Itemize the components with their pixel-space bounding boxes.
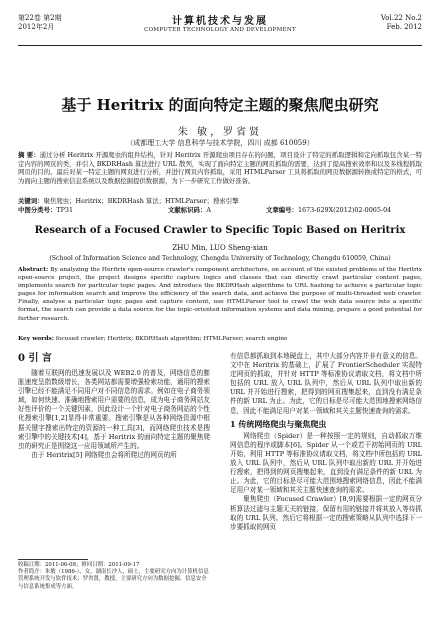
keywords-cn-label: 关键词： xyxy=(18,197,44,205)
classification-row xyxy=(18,206,422,215)
intro-paragraph-1: 随着互联网的迅速发展以及 WEB2.0 的普及，网络信息的膨胀速度呈指数级增长，各类网站都需要增强检索功能，通用的搜索引擎已经不能满足不同用户对不同信息的需求。例如在电子商务领域，如何快速、准确地搜索用户需要的信息，成为电子商务网站友好性评价的一个关键因素，因此设计一个针对电子商务网站的个性化搜索引擎[1,2]显得非常重要。搜索引擎是从各种网络资源中根据关键字搜索出特定的资源的一种工具[3]，而网络爬虫技术是搜索引擎中的关键技术[4]，基于 Heritrix 的面向特定主题的聚焦爬虫的研究正是围绕这一应用领域所产生的。 xyxy=(18,369,210,450)
header-volume: 第22卷 第2期 xyxy=(18,14,62,22)
journal-name xyxy=(18,12,422,33)
clc-value: TP31 xyxy=(56,205,74,214)
metadata-cn xyxy=(18,197,422,214)
clc-label: 中图分类号： xyxy=(18,205,57,214)
doc-code-value: A xyxy=(206,205,211,214)
abstract-cn-label: 摘 要： xyxy=(18,151,40,159)
keywords-en-label: Key words: xyxy=(18,335,54,342)
abstract-cn-text: 通过分析 Heritrix 开源爬虫的组件结构，针对 Heritrix 开源爬虫项目存在的问题，项目设计了特定的抓取逻辑和定向抓取包含某一特定内容的网页的类，并引入 BKDRHash 算法进行 URL 散列，实现了面向特定主题的网页抓取的需要，达到了提高搜索效率和以及多线程抓取网页的目的。最后对某一特定主题的网页进行分析，并进行网页内容抓取，采用 HTMLParser 工具将抓取的网页数据源转换成特定的格式，可为面向主题的搜索信息系统以及数据挖掘提供数据源，为下一步研究工作做好准备。 xyxy=(18,151,423,185)
authors-en: ZHU Min, LUO Sheng-xian xyxy=(172,244,268,252)
keywords-cn-line xyxy=(18,197,239,206)
keywords-cn-text: 聚焦爬虫；Heritrix；BKDRHash 算法；HTMLParser；搜索引擎 xyxy=(43,197,239,205)
header-date-en: Feb. 2012 xyxy=(386,23,422,31)
keywords-en-text: focused crawler; Heritrix; BKDRHash algorithm; HTMLParser; search engine xyxy=(55,336,288,342)
right-paragraph-2: 网络爬虫（Spider）是一种按照一定的规则，自动抓取万维网信息的程序或脚本[6]。Spider 从一个或若干初始网页的 URL 开始，利用 HTTP 等标准协议请取文档，将文档中所包括的 URL 放入 URL 队列中，然后从 URL 队列中取出新的 URL 并开始进行搜索，把得到的网页搜集起来，直到没有满足条件的新 URL 为止。为此，它的目标是尽可能大范围地搜索网络信息，因此不能满足用户对某一领域和其关主题快速查询的需求。 xyxy=(230,431,422,495)
doc-code-label: 文献标识码： xyxy=(168,205,207,214)
running-header xyxy=(18,14,422,44)
header-date: 2012年2月 xyxy=(18,23,55,31)
footnote-author-bio: 作者简介：朱敏（1986-），女，湖南长沙人，硕士，主要研究方向为计算机信息管理系统开发与软件技术；罗省贤，教授，主要研究方向为数据挖掘、信息安全与信息系统集成等方面。 xyxy=(18,569,209,590)
right-paragraph-1: 有信息都抓取到本地硬盘上，其中大部分内容并非有意义的信息。文中在 Heritrix 的基础上，扩展了 FrontierScheduler 实现特定网页的抓取，并针对 HTTP 等标准协议请取文档，将文档中所包括的 URL 放入 URL 队列中，然后从 URL 队列中取出新的 URL 并开始进行搜索，把得到的网页搜集起来，直到没有满足条件的新 URL 为止。为此，它的目标是尽可能大范围地搜索网络信息，因此不能满足用户对某一领域和其关主题快速查询的需求。 xyxy=(230,352,422,415)
footnote xyxy=(18,559,210,591)
journal-name-cn: 计算机技术与发展 xyxy=(172,16,268,27)
header-rule xyxy=(18,45,422,46)
intro-paragraph-2: 由于 Heritrix[5] 网络爬虫会将所爬过的网页的所 xyxy=(31,450,177,459)
abstract-cn xyxy=(18,151,422,185)
keywords-cn xyxy=(18,197,422,206)
article-no-label: 文章编号： xyxy=(266,205,298,214)
footnote-rule xyxy=(18,559,88,560)
clc-field xyxy=(18,206,73,215)
paper-title-en: Research of a Focused Crawler to Specific Topic Based on Heritrix xyxy=(34,225,406,236)
body-column-right xyxy=(230,352,422,532)
paper-title-cn: 基于 Heritrix 的面向特定主题的聚焦爬虫研究 xyxy=(61,96,379,114)
abstract-en xyxy=(18,266,422,323)
header-issue-en xyxy=(381,14,422,32)
affiliation-cn: （成都理工大学 信息科学与技术学院，四川 成都 610059） xyxy=(126,139,314,147)
abstract-en-label: Abstract: xyxy=(18,266,49,273)
section-heading-1: 1 传统网络爬虫与聚焦爬虫 xyxy=(230,418,327,429)
right-paragraph-3: 聚焦爬虫（Focused Crawler）[8,9]需要根据一定的网页分析算法过滤与主题无关的链接，保留有用的链接并将其放入等待抓取的 URL 队列。然后它将根据一定的搜索策略从队列中选择下一步要抓取的网页 xyxy=(230,495,422,531)
journal-name-en: COMPUTER TECHNOLOGY AND DEVELOPMENT xyxy=(144,27,296,33)
affiliation-en: (School of Information Science and Technology, Chengdu University of Technology, Chengdu 610059, China) xyxy=(49,255,391,262)
article-no-field xyxy=(266,206,391,215)
footnote-received: 收稿日期：2011-06-08；修回日期：2011-09-17 xyxy=(18,562,140,568)
body-column-left xyxy=(18,352,210,460)
article-no-value: 1673-629X(2012)02-0065-04 xyxy=(297,205,392,214)
keywords-en xyxy=(18,335,422,342)
header-volume-en: Vol.22 No.2 xyxy=(380,14,422,22)
abstract-en-text: By analyzing the Heritrix open-source crawler's component architecture, on account of the existed problems of the Heritrix open-source project, the project designs specific capture logics and classes that can directly crawl particular content pages, implements search for particular topic pages. And introduce the BKDRHash algorithms to URL hashing to achieve a particular topic pages for information search and improve the efficiency of the search data, and achieve the purpose of multi-threaded web crawler. Finally, analyse a particular topic pages and capture content, use HTMLParser tool to crawl the web data source into a specific format, the search can provide a data source for the topic-oriented information systems and data mining, prepare a good potential for further research. xyxy=(18,267,422,322)
doc-code-field xyxy=(168,206,211,215)
section-heading-intro: 0 引 言 xyxy=(18,353,52,364)
authors-cn: 朱 敏，罗省贤 xyxy=(177,127,263,138)
